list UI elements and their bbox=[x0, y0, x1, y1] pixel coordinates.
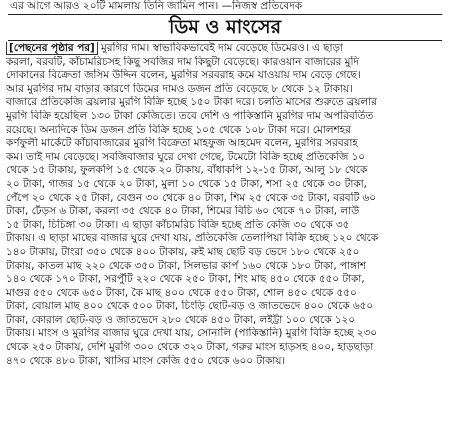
article-line: কর্ণফুলী মার্কেটে কাঁচাবাজারের মুরগি বিক্রেতা মাহফুজ আহমেদ বলেন, মুরগির সরবরাহ bbox=[6, 137, 358, 150]
article-line: ১৪০ টাকায়, টাংরা ৩৫০ থেকে ৪০০ টাকায়, রুই মাছ ছোট বড় ভেদে ১৮০ থেকে ২৫০ bbox=[6, 245, 360, 258]
article-line: ৪৭০ থেকে ৪৮০ টাকা, খাসির মাংস কেজি ৫৫০ থেকে ৬০০ টাকায়। bbox=[6, 354, 286, 367]
article-line: টাকায়। মাংস ও মুরগির বাজার ঘুরে দেখা যায়, সোনালি (পাকিস্তানি) মুরগি বিক্রি হচ্ছে ২৩০ bbox=[6, 327, 378, 340]
article-line: ১৫ টাকা, চিচিঙ্গা ৩০ টাকা। এ ছাড়া কাঁচামরিচ বিক্রি হচ্ছে প্রতি কেজি ৩০ থেকে ৩৫ bbox=[6, 218, 350, 231]
article-line: থেকে ১৫ টাকায়, ফুলকপি ১৫ থেকে ২০ টাকায়, বাঁধাকপি ১২-১৫ টাকা, আলু ১৮ থেকে bbox=[6, 164, 368, 177]
article-line: মুরগির দাম। স্বাভাবিকভাবেই দাম বেড়েছে ডিমেরও। এ ছাড়া bbox=[97, 42, 343, 54]
article-line: টাকা, বোয়াল মাছ ৪০০ থেকে ৫০০ টাকা, চিংড়ি ছোট-বড় ও জাতভেদে ৪০০ থেকে ৬৫০ bbox=[6, 300, 374, 313]
continuation-label: [পেছনের পৃষ্ঠার পর] bbox=[6, 42, 98, 55]
top-note: এর আগে আরও ২০টি মামলায় তিনি জামিন পান। —নিজস্ব প্রতিবেদক bbox=[10, 0, 303, 12]
article-line: মুরগি বিক্রি হয়েছিল ১৩০ টাকা কেজিতে। তবে দেশি ও পাকিস্তানি মুরগির দাম অপরিবর্তিত bbox=[6, 109, 374, 122]
article-line-first bbox=[6, 42, 444, 56]
article-line: পেঁপে ২০ থেকে ২৫ টাকা, বেগুন ৩০ থেকে ৪০ টাকা, শিম ২৫ থেকে ৩৫ টাকা, বরবটি ৬০ bbox=[6, 191, 377, 204]
article-line: ২০ টাকা, গাজর ১৫ থেকে ২০ টাকা, মুলা ১০ থেকে ১৫ টাকা, শসা ২৫ থেকে ৩০ টাকা, bbox=[6, 177, 367, 190]
article-line: টাকা, ঢেঁড়স ৬ টাকা, করলা ৩৫ থেকে ৪০ টাকা, শিমের বিচি ৬০ থেকে ৭০ টাকা, লাউ bbox=[6, 205, 360, 218]
article-line: টাকায়। এ ছাড়া মাছের বাজার ঘুরে দেখা যায়, প্রতিকেজি তেলাপিয়া বিক্রি হচ্ছে ১২০ থেকে bbox=[6, 232, 379, 245]
article-line: করলা, বরবটি, কাঁচামরিচসহ কিছু সবজির দাম কিছুটা বেড়েছে। কারওয়ান বাজারের মুদি bbox=[6, 55, 359, 68]
article-line: ১৪০ থেকে ১৭০ টাকা, সরপুঁটি ২২০ থেকে ২৫০ টাকা, শিং মাছ ৪৫০ থেকে ৫৫০ টাকা, bbox=[6, 273, 365, 286]
article-line: কম। তাই দাম বেড়েছে। সবজিবাজার ঘুরে দেখা গেছে, টমেটো বিক্রি হচ্ছে প্রতিকেজি ১০ bbox=[6, 150, 366, 163]
article-line: টাকা, কোরাল ছোট-বড় ও জাতভেদে ২৮০ থেকে ৪৫০ টাকা, লইট্টা ১০০ থেকে ১২০ bbox=[6, 313, 356, 326]
article-line: দোকানের বিক্রেতা জসিম উদ্দিন বলেন, মুরগির সরবরাহ কমে যাওয়ায় দাম বেড়ে গেছে। bbox=[6, 69, 361, 82]
article-line: মাগুর ৫৫০ থেকে ৬৫০ টাকা, কৈ মাছ ৪০০ থেকে ৫৫০ টাকা, শোল ৪৫০ থেকে ৫৫০ bbox=[6, 286, 357, 299]
article-line: আর মুরগির দাম বাড়ার কারণে ডিমের দামও ডজন প্রতি বেড়েছে ৮ থেকে ১২ টাকায়। bbox=[6, 82, 353, 95]
article-line: থেকে ২৫০ টাকায়, দেশি মুরগি ৩০০ থেকে ৩২০ টাকা, গরুর মাংস হাড়সহ ৪০০, হাড়ছাড়া bbox=[6, 341, 374, 354]
headline: ডিম ও মাংসের bbox=[168, 16, 282, 38]
article-line: রয়েছে। অন্যদিকে ডিম ডজন প্রতি বিক্রি হচ্ছে ১০৫ থেকে ১০৮ টাকা দরে। মোলশহর bbox=[6, 123, 351, 136]
article-body bbox=[6, 42, 444, 368]
article-line: বাজারে প্রতিকেজি ব্রয়লার মুরগি বিক্রি হচ্ছে ১৫০ টাকা দরে। চলতি মাসের শুরুতে ব্রয়লার bbox=[6, 96, 377, 109]
headline-rule bbox=[8, 40, 442, 41]
article-line: টাকায়, কাতল মাছ ২২০ থেকে ৩৫০ টাকা, সিলভার কার্প ১৬০ থেকে ১৮০ টাকা, পাঙ্গাশ bbox=[6, 259, 367, 272]
